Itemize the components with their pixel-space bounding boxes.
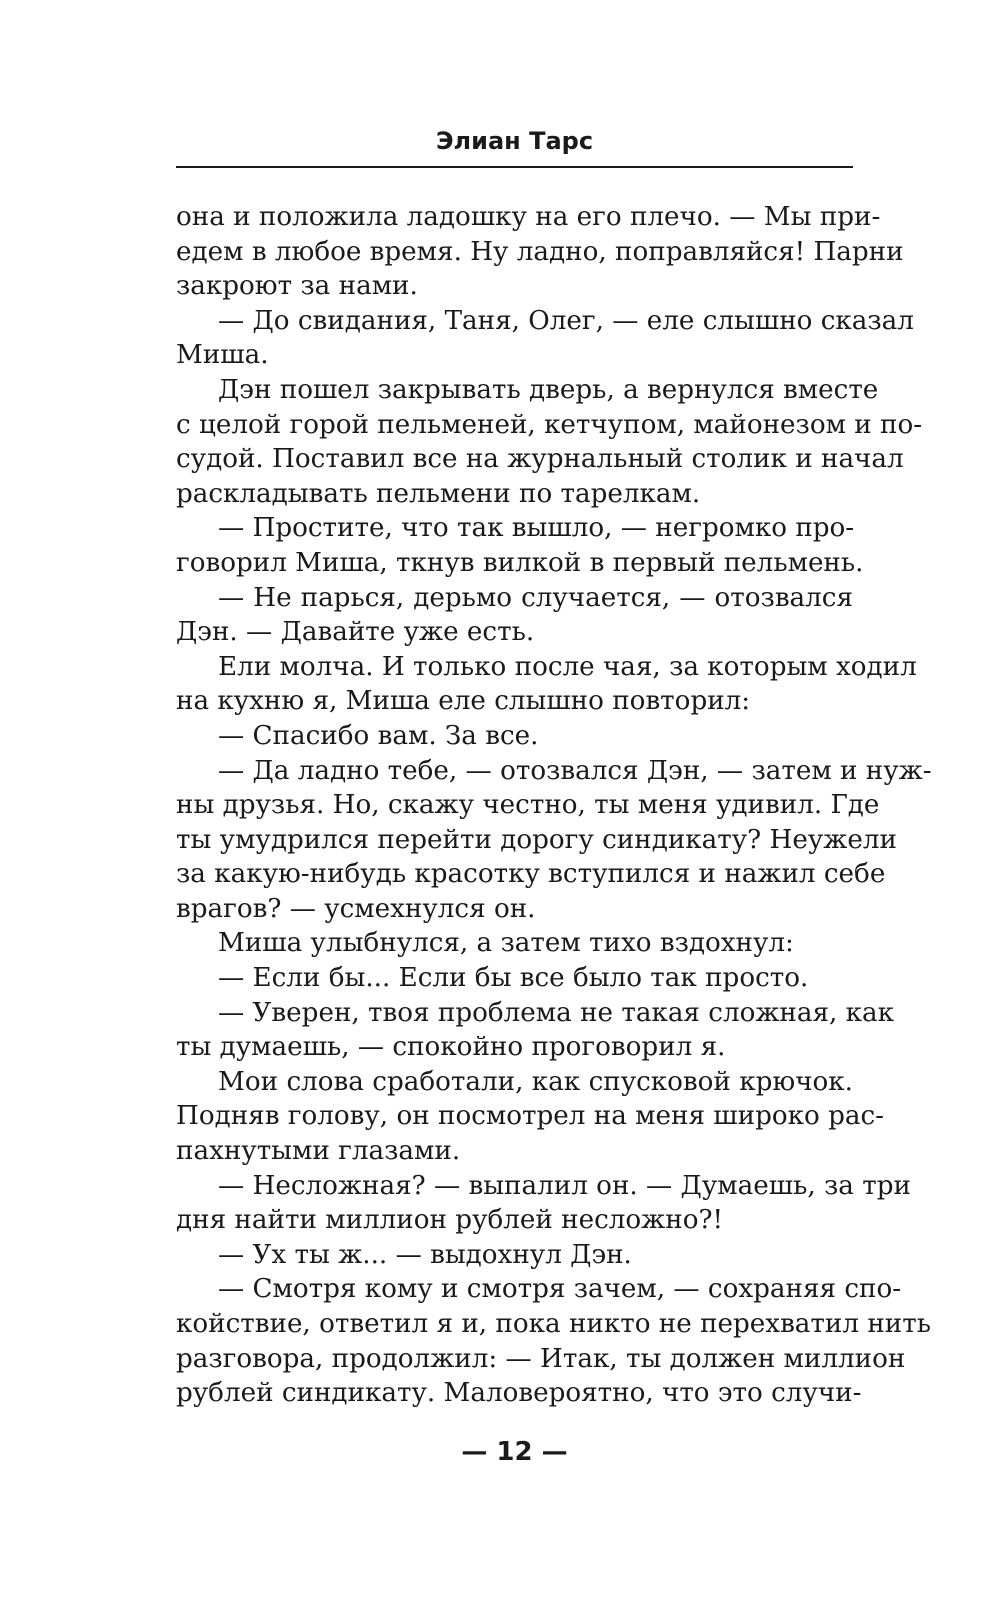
text-line: — Ух ты ж... — выдохнул Дэн. — [218, 1239, 632, 1270]
text-line: с целой горой пельменей, кетчупом, майонезом и по- — [176, 409, 923, 440]
text-line: пахнутыми глазами. — [176, 1136, 461, 1167]
text-line: — Если бы... Если бы все было так просто. — [218, 963, 809, 994]
text-line: раскладывать пельмени по тарелкам. — [176, 478, 701, 509]
text-line: — Не парься, дерьмо случается, — отозвался — [218, 582, 853, 613]
text-line: ты думаешь, — спокойно проговорил я. — [176, 1032, 726, 1063]
text-line: говорил Миша, ткнув вилкой в первый пельмень. — [176, 547, 864, 578]
text-line: судой. Поставил все на журнальный столик и начал — [176, 444, 904, 475]
text-line: — Спасибо вам. За все. — [218, 720, 539, 751]
text-line: она и положила ладошку на его плечо. — Мы при- — [176, 202, 881, 232]
text-line: рублей синдикату. Маловероятно, что это случи- — [176, 1378, 862, 1409]
page-number: — 12 — — [461, 1437, 568, 1467]
text-line: — Несложная? — выпалил он. — Думаешь, за три — [218, 1170, 911, 1201]
text-line: Мои слова сработали, как спусковой крючок. — [218, 1066, 853, 1097]
header-rule — [176, 166, 853, 168]
text-line: ны друзья. Но, скажу честно, ты меня удивил. Где — [176, 790, 880, 821]
text-line: — Смотря кому и смотря зачем, — сохраняя спо- — [218, 1274, 902, 1305]
text-line: закроют за нами. — [176, 271, 418, 302]
text-line: Миша улыбнулся, а затем тихо вздохнул: — [218, 928, 794, 959]
text-line: едем в любое время. Ну ладно, поправляйся! Парни — [176, 236, 904, 267]
body-text — [176, 200, 932, 1411]
text-line: — Уверен, твоя проблема не такая сложная, как — [218, 997, 895, 1028]
text-line: — До свидания, Таня, Олег, — еле слышно сказал — [218, 305, 914, 336]
text-line: Дэн. — Давайте уже есть. — [176, 617, 535, 648]
running-head-author: Элиан Тарс — [435, 127, 594, 155]
text-line: дня найти миллион рублей несложно?! — [176, 1205, 724, 1236]
text-line: — Да ладно тебе, — отозвался Дэн, — затем и нуж- — [218, 755, 932, 786]
text-line: Дэн пошел закрывать дверь, а вернулся вместе — [218, 374, 879, 405]
text-line: — Простите, что так вышло, — негромко про- — [218, 513, 855, 544]
text-line: ты умудрился перейти дорогу синдикату? Неужели — [176, 824, 897, 855]
text-line: разговора, продолжил: — Итак, ты должен миллион — [176, 1343, 906, 1374]
text-line: Ели молча. И только после чая, за которым ходил — [218, 651, 917, 682]
text-line: на кухню я, Миша еле слышно повторил: — [176, 686, 751, 717]
text-line: Подняв голову, он посмотрел на меня широко рас- — [176, 1101, 884, 1132]
text-line: за какую-нибудь красотку вступился и нажил себе — [176, 859, 886, 890]
text-line: Миша. — [176, 340, 269, 371]
text-line: койствие, ответил я и, пока никто не перехватил нить — [176, 1309, 931, 1339]
text-line: врагов? — усмехнулся он. — [176, 893, 536, 924]
book-page — [176, 0, 932, 1616]
